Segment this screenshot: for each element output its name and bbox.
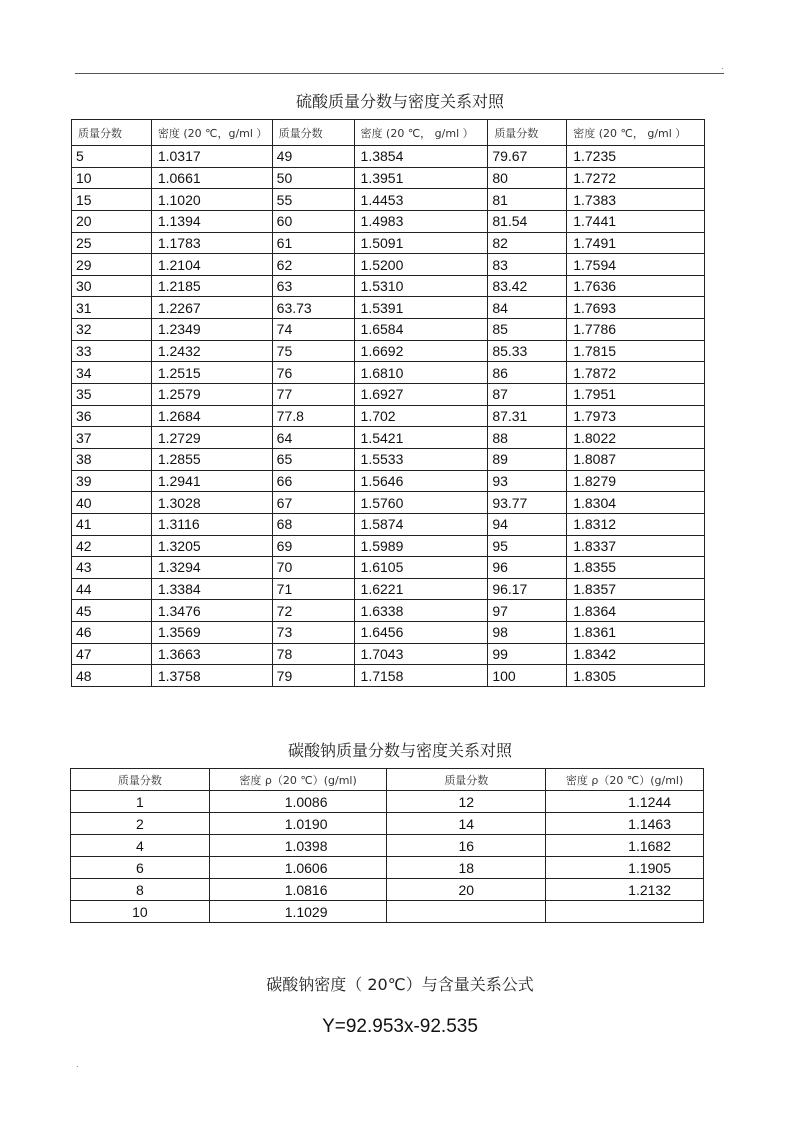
mass-fraction-cell: 76	[272, 362, 354, 384]
mass-fraction-cell: 93.77	[488, 492, 567, 514]
table-row	[71, 791, 704, 813]
mass-fraction-cell: 10	[71, 901, 210, 923]
table-row	[72, 189, 705, 211]
mass-fraction-cell: 30	[72, 275, 152, 297]
mass-fraction-cell: 84	[488, 297, 567, 319]
density-cell: 1.7043	[354, 643, 488, 665]
mass-fraction-cell	[387, 901, 546, 923]
density-cell: 1.5091	[354, 232, 488, 254]
formula-equation: Y=92.953x-92.535	[322, 1016, 478, 1037]
density-cell: 1.2579	[151, 384, 272, 406]
density-cell: 1.8304	[567, 492, 705, 514]
density-cell: 1.702	[354, 405, 488, 427]
density-cell: 1.6338	[354, 600, 488, 622]
mass-fraction-cell: 64	[272, 427, 354, 449]
table-row	[72, 535, 705, 557]
mass-fraction-cell: 70	[272, 557, 354, 579]
table-row	[72, 665, 705, 687]
density-cell: 1.2185	[151, 275, 272, 297]
density-cell: 1.7158	[354, 665, 488, 687]
density-cell: 1.6927	[354, 384, 488, 406]
density-cell: 1.3294	[151, 557, 272, 579]
mass-fraction-cell: 49	[272, 146, 354, 168]
table-row	[72, 600, 705, 622]
density-cell: 1.7973	[567, 405, 705, 427]
density-cell: 1.2941	[151, 470, 272, 492]
density-cell: 1.3476	[151, 600, 272, 622]
mass-fraction-cell: 1	[71, 791, 210, 813]
mass-fraction-cell: 39	[72, 470, 152, 492]
density-cell: 1.3116	[151, 513, 272, 535]
mass-fraction-cell: 97	[488, 600, 567, 622]
table-row	[72, 340, 705, 362]
density-cell: 1.1394	[151, 210, 272, 232]
density-cell: 1.4453	[354, 189, 488, 211]
table-row	[72, 319, 705, 341]
density-cell: 1.7594	[567, 254, 705, 276]
mass-fraction-cell: 33	[72, 340, 152, 362]
mass-fraction-cell: 47	[72, 643, 152, 665]
density-cell: 1.3663	[151, 643, 272, 665]
table-row	[72, 578, 705, 600]
mass-fraction-cell: 78	[272, 643, 354, 665]
density-cell: 1.6692	[354, 340, 488, 362]
density-cell: 1.5760	[354, 492, 488, 514]
density-cell: 1.5533	[354, 448, 488, 470]
mass-fraction-cell: 73	[272, 622, 354, 644]
density-cell: 1.6456	[354, 622, 488, 644]
mass-fraction-cell: 42	[72, 535, 152, 557]
table-row	[72, 643, 705, 665]
density-cell: 1.7383	[567, 189, 705, 211]
density-cell: 1.8364	[567, 600, 705, 622]
mass-fraction-cell: 86	[488, 362, 567, 384]
formula-title: 碳酸钠密度（ 20℃）与含量关系公式	[266, 975, 534, 994]
header-mass-fraction: 质量分数	[72, 120, 152, 146]
density-cell: 1.0086	[209, 791, 387, 813]
density-cell: 1.7872	[567, 362, 705, 384]
table-row	[72, 210, 705, 232]
density-cell: 1.3854	[354, 146, 488, 168]
header-mass-fraction: 质量分数	[272, 120, 354, 146]
table-row	[71, 857, 704, 879]
density-cell: 1.3758	[151, 665, 272, 687]
table-header-row	[71, 769, 704, 791]
density-cell: 1.1029	[209, 901, 387, 923]
mass-fraction-cell: 60	[272, 210, 354, 232]
mass-fraction-cell: 55	[272, 189, 354, 211]
table-row	[72, 254, 705, 276]
table-row	[72, 427, 705, 449]
table-row	[72, 448, 705, 470]
mass-fraction-cell: 46	[72, 622, 152, 644]
density-cell: 1.3569	[151, 622, 272, 644]
density-cell: 1.2132	[546, 879, 704, 901]
mass-fraction-cell: 87	[488, 384, 567, 406]
table-row	[71, 901, 704, 923]
mass-fraction-cell: 81	[488, 189, 567, 211]
density-cell: 1.8355	[567, 557, 705, 579]
mass-fraction-cell: 38	[72, 448, 152, 470]
sulfuric-acid-table	[71, 119, 705, 687]
mass-fraction-cell: 48	[72, 665, 152, 687]
density-cell: 1.7636	[567, 275, 705, 297]
density-cell: 1.7235	[567, 146, 705, 168]
header-density: 密度 (20 ℃， g/ml ）	[354, 120, 488, 146]
density-cell: 1.1020	[151, 189, 272, 211]
mass-fraction-cell: 85	[488, 319, 567, 341]
density-cell: 1.8337	[567, 535, 705, 557]
mass-fraction-cell: 67	[272, 492, 354, 514]
density-cell: 1.3384	[151, 578, 272, 600]
sodium-carbonate-title: 碳酸钠质量分数与密度关系对照	[287, 741, 512, 760]
density-cell: 1.4983	[354, 210, 488, 232]
mass-fraction-cell: 66	[272, 470, 354, 492]
mass-fraction-cell: 82	[488, 232, 567, 254]
mass-fraction-cell: 8	[71, 879, 210, 901]
table-row	[72, 146, 705, 168]
density-cell: 1.5874	[354, 513, 488, 535]
density-cell: 1.5989	[354, 535, 488, 557]
mass-fraction-cell: 63.73	[272, 297, 354, 319]
mass-fraction-cell: 29	[72, 254, 152, 276]
mass-fraction-cell: 37	[72, 427, 152, 449]
mass-fraction-cell: 69	[272, 535, 354, 557]
mass-fraction-cell: 80	[488, 167, 567, 189]
mass-fraction-cell: 93	[488, 470, 567, 492]
mass-fraction-cell: 79.67	[488, 146, 567, 168]
density-cell: 1.2729	[151, 427, 272, 449]
density-cell: 1.8022	[567, 427, 705, 449]
density-cell: 1.0317	[151, 146, 272, 168]
table-row	[72, 470, 705, 492]
density-cell: 1.8279	[567, 470, 705, 492]
density-cell: 1.1463	[546, 813, 704, 835]
table-row	[72, 384, 705, 406]
table-row	[72, 622, 705, 644]
density-cell: 1.8305	[567, 665, 705, 687]
mass-fraction-cell: 87.31	[488, 405, 567, 427]
mass-fraction-cell: 99	[488, 643, 567, 665]
mass-fraction-cell: 34	[72, 362, 152, 384]
mass-fraction-cell: 35	[72, 384, 152, 406]
header-density: 密度 (20 ℃， g/ml ）	[567, 120, 705, 146]
mass-fraction-cell: 94	[488, 513, 567, 535]
density-cell: 1.7272	[567, 167, 705, 189]
header-density: 密度 ρ（20 ℃）(g/ml)	[546, 769, 704, 791]
density-cell: 1.2684	[151, 405, 272, 427]
mass-fraction-cell: 62	[272, 254, 354, 276]
density-cell: 1.2104	[151, 254, 272, 276]
mass-fraction-cell: 74	[272, 319, 354, 341]
density-cell: 1.3028	[151, 492, 272, 514]
mass-fraction-cell: 36	[72, 405, 152, 427]
mass-fraction-cell: 83.42	[488, 275, 567, 297]
mass-fraction-cell: 65	[272, 448, 354, 470]
density-cell: 1.7786	[567, 319, 705, 341]
mass-fraction-cell: 100	[488, 665, 567, 687]
mass-fraction-cell: 44	[72, 578, 152, 600]
header-mass-fraction: 质量分数	[488, 120, 567, 146]
density-cell: 1.0661	[151, 167, 272, 189]
mass-fraction-cell: 63	[272, 275, 354, 297]
density-cell: 1.6105	[354, 557, 488, 579]
density-cell: 1.2515	[151, 362, 272, 384]
header-density: 密度 ρ（20 ℃）(g/ml)	[209, 769, 387, 791]
mass-fraction-cell: 12	[387, 791, 546, 813]
sulfuric-acid-title: 硫酸质量分数与密度关系对照	[295, 92, 504, 111]
mass-fraction-cell: 96.17	[488, 578, 567, 600]
table-row	[72, 167, 705, 189]
density-cell: 1.0606	[209, 857, 387, 879]
table-row	[72, 492, 705, 514]
table-row	[72, 297, 705, 319]
density-cell: 1.1244	[546, 791, 704, 813]
mass-fraction-cell: 98	[488, 622, 567, 644]
mass-fraction-cell: 16	[387, 835, 546, 857]
density-cell: 1.7951	[567, 384, 705, 406]
table-row	[72, 405, 705, 427]
table-row	[72, 513, 705, 535]
table-row	[71, 813, 704, 835]
density-cell: 1.3205	[151, 535, 272, 557]
density-cell: 1.7815	[567, 340, 705, 362]
mass-fraction-cell: 2	[71, 813, 210, 835]
mass-fraction-cell: 10	[72, 167, 152, 189]
mass-fraction-cell: 68	[272, 513, 354, 535]
corner-dot-bottom: .	[76, 1060, 79, 1069]
density-cell: 1.2267	[151, 297, 272, 319]
density-cell: 1.1905	[546, 857, 704, 879]
mass-fraction-cell: 43	[72, 557, 152, 579]
mass-fraction-cell: 20	[387, 879, 546, 901]
density-cell: 1.5391	[354, 297, 488, 319]
mass-fraction-cell: 41	[72, 513, 152, 535]
mass-fraction-cell: 81.54	[488, 210, 567, 232]
density-cell: 1.8357	[567, 578, 705, 600]
density-cell: 1.7441	[567, 210, 705, 232]
density-cell: 1.7491	[567, 232, 705, 254]
top-rule	[75, 73, 724, 74]
mass-fraction-cell: 85.33	[488, 340, 567, 362]
mass-fraction-cell: 25	[72, 232, 152, 254]
mass-fraction-cell: 95	[488, 535, 567, 557]
mass-fraction-cell: 4	[71, 835, 210, 857]
mass-fraction-cell: 89	[488, 448, 567, 470]
mass-fraction-cell: 31	[72, 297, 152, 319]
table-row	[72, 557, 705, 579]
header-mass-fraction: 质量分数	[71, 769, 210, 791]
density-cell: 1.2855	[151, 448, 272, 470]
mass-fraction-cell: 71	[272, 578, 354, 600]
density-cell: 1.6810	[354, 362, 488, 384]
mass-fraction-cell: 77.8	[272, 405, 354, 427]
density-cell: 1.7693	[567, 297, 705, 319]
mass-fraction-cell: 18	[387, 857, 546, 879]
mass-fraction-cell: 32	[72, 319, 152, 341]
mass-fraction-cell: 83	[488, 254, 567, 276]
mass-fraction-cell: 79	[272, 665, 354, 687]
density-cell: 1.1682	[546, 835, 704, 857]
density-cell: 1.0816	[209, 879, 387, 901]
density-cell: 1.1783	[151, 232, 272, 254]
density-cell: 1.6584	[354, 319, 488, 341]
mass-fraction-cell: 75	[272, 340, 354, 362]
mass-fraction-cell: 5	[72, 146, 152, 168]
mass-fraction-cell: 77	[272, 384, 354, 406]
table-row	[72, 275, 705, 297]
density-cell: 1.5310	[354, 275, 488, 297]
mass-fraction-cell: 45	[72, 600, 152, 622]
density-cell: 1.2432	[151, 340, 272, 362]
density-cell: 1.8361	[567, 622, 705, 644]
table-row	[71, 835, 704, 857]
table-row	[72, 232, 705, 254]
mass-fraction-cell: 88	[488, 427, 567, 449]
mass-fraction-cell: 50	[272, 167, 354, 189]
mass-fraction-cell: 72	[272, 600, 354, 622]
mass-fraction-cell: 20	[72, 210, 152, 232]
mass-fraction-cell: 15	[72, 189, 152, 211]
density-cell: 1.3951	[354, 167, 488, 189]
corner-dot-top: .	[721, 62, 724, 71]
table-header-row	[72, 120, 705, 146]
mass-fraction-cell: 96	[488, 557, 567, 579]
density-cell: 1.0190	[209, 813, 387, 835]
sodium-carbonate-table	[70, 768, 704, 923]
density-cell: 1.8342	[567, 643, 705, 665]
density-cell: 1.8312	[567, 513, 705, 535]
table-row	[71, 879, 704, 901]
header-density: 密度 (20 ℃，g/ml ）	[151, 120, 272, 146]
density-cell: 1.5646	[354, 470, 488, 492]
mass-fraction-cell: 40	[72, 492, 152, 514]
density-cell	[546, 901, 704, 923]
density-cell: 1.5421	[354, 427, 488, 449]
table-row	[72, 362, 705, 384]
density-cell: 1.6221	[354, 578, 488, 600]
density-cell: 1.0398	[209, 835, 387, 857]
density-cell: 1.8087	[567, 448, 705, 470]
density-cell: 1.5200	[354, 254, 488, 276]
mass-fraction-cell: 61	[272, 232, 354, 254]
mass-fraction-cell: 6	[71, 857, 210, 879]
density-cell: 1.2349	[151, 319, 272, 341]
header-mass-fraction: 质量分数	[387, 769, 546, 791]
mass-fraction-cell: 14	[387, 813, 546, 835]
